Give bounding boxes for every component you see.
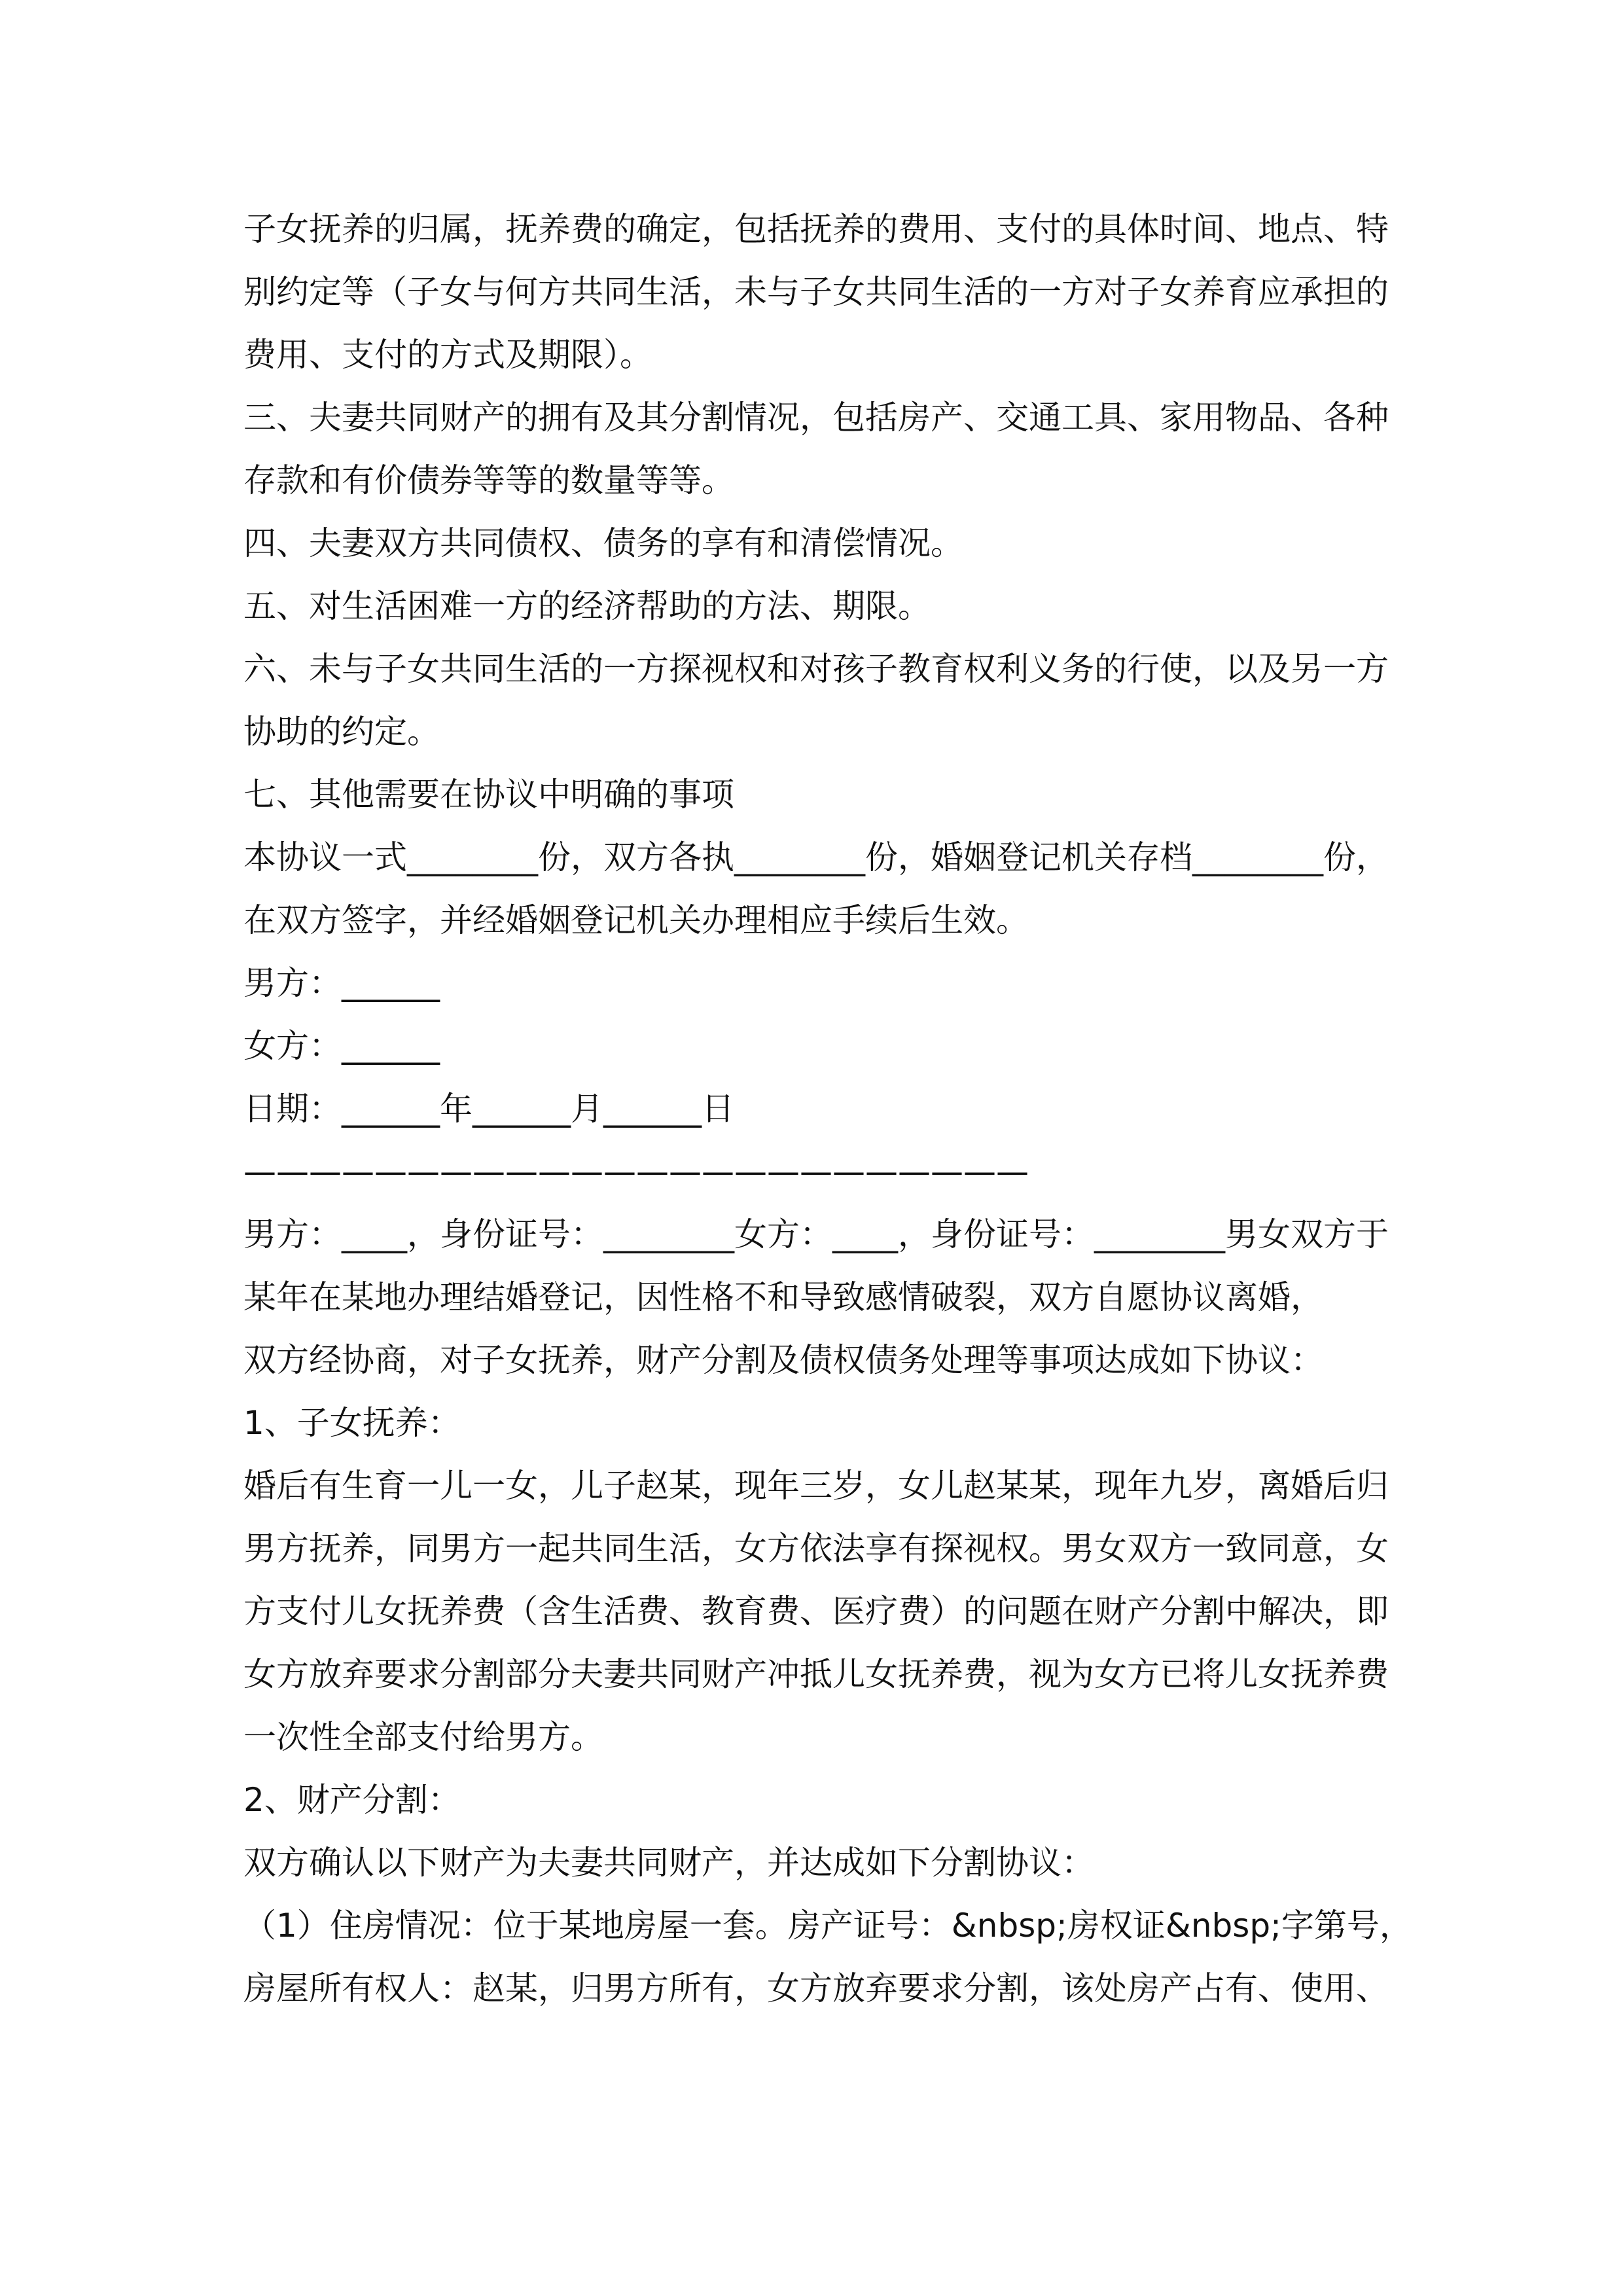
text-line: 双方确认以下财产为夫妻共同财产，并达成如下分割协议： [243,1844,1094,1882]
text-line: 费用、支付的方式及期限）。 [243,336,652,374]
text-line: 某年在某地办理结婚登记，因性格不和导致感情破裂，双方自愿协议离婚， [243,1278,1323,1316]
text-line: 双方经协商，对子女抚养，财产分割及债权债务处理等事项达成如下协议： [243,1341,1323,1379]
text-line: 方支付儿女抚养费（含生活费、教育费、医疗费）的问题在财产分割中解决，即 [243,1592,1389,1630]
text-line: 男方抚养，同男方一起共同生活，女方依法享有探视权。男女双方一致同意，女 [243,1530,1389,1568]
text-line: 三、夫妻共同财产的拥有及其分割情况，包括房产、交通工具、家用物品、各种 [243,399,1389,437]
separator-line: ———————————————————————— [243,1153,1029,1191]
text-line: 五、对生活困难一方的经济帮助的方法、期限。 [243,587,931,625]
text-line: 存款和有价债券等等的数量等等。 [243,461,734,499]
text-line: 七、其他需要在协议中明确的事项 [243,776,734,814]
text-line: 在双方签字，并经婚姻登记机关办理相应手续后生效。 [243,901,1029,939]
text-line: 六、未与子女共同生活的一方探视权和对孩子教育权利义务的行使，以及另一方 [243,650,1389,688]
section-heading: 2、财产分割： [243,1781,461,1819]
text-line: 别约定等（子女与何方共同生活，未与子女共同生活的一方对子女养育应承担的 [243,273,1389,311]
text-line: 房屋所有权人：赵某，归男方所有，女方放弃要求分割，该处房产占有、使用、 [243,1969,1389,2007]
text-line: 协助的约定。 [243,713,440,751]
text-line: （1）住房情况：位于某地房屋一套。房产证号：&nbsp;房权证&nbsp;字第号， [243,1907,1412,1945]
text-line: 本协议一式________份，双方各执________份，婚姻登记机关存档________份， [243,838,1389,876]
text-line: 婚后有生育一儿一女，儿子赵某，现年三岁，女儿赵某某，现年九岁，离婚后归 [243,1467,1389,1505]
text-line: 男方：____，身份证号：________女方：____，身份证号：________男女双方于 [243,1215,1389,1253]
document-body [243,198,1412,2020]
date-line: 日期：______年______月______日 [243,1090,734,1128]
text-line: 一次性全部支付给男方。 [243,1718,603,1756]
text-line: 女方放弃要求分割部分夫妻共同财产冲抵儿女抚养费，视为女方已将儿女抚养费 [243,1655,1389,1693]
section-heading: 1、子女抚养： [243,1404,461,1442]
text-line: 四、夫妻双方共同债权、债务的享有和清偿情况。 [243,524,963,562]
text-line: 子女抚养的归属，抚养费的确定，包括抚养的费用、支付的具体时间、地点、特 [243,210,1389,248]
signature-line-male: 男方：______ [243,964,440,1002]
signature-line-female: 女方：______ [243,1027,440,1065]
